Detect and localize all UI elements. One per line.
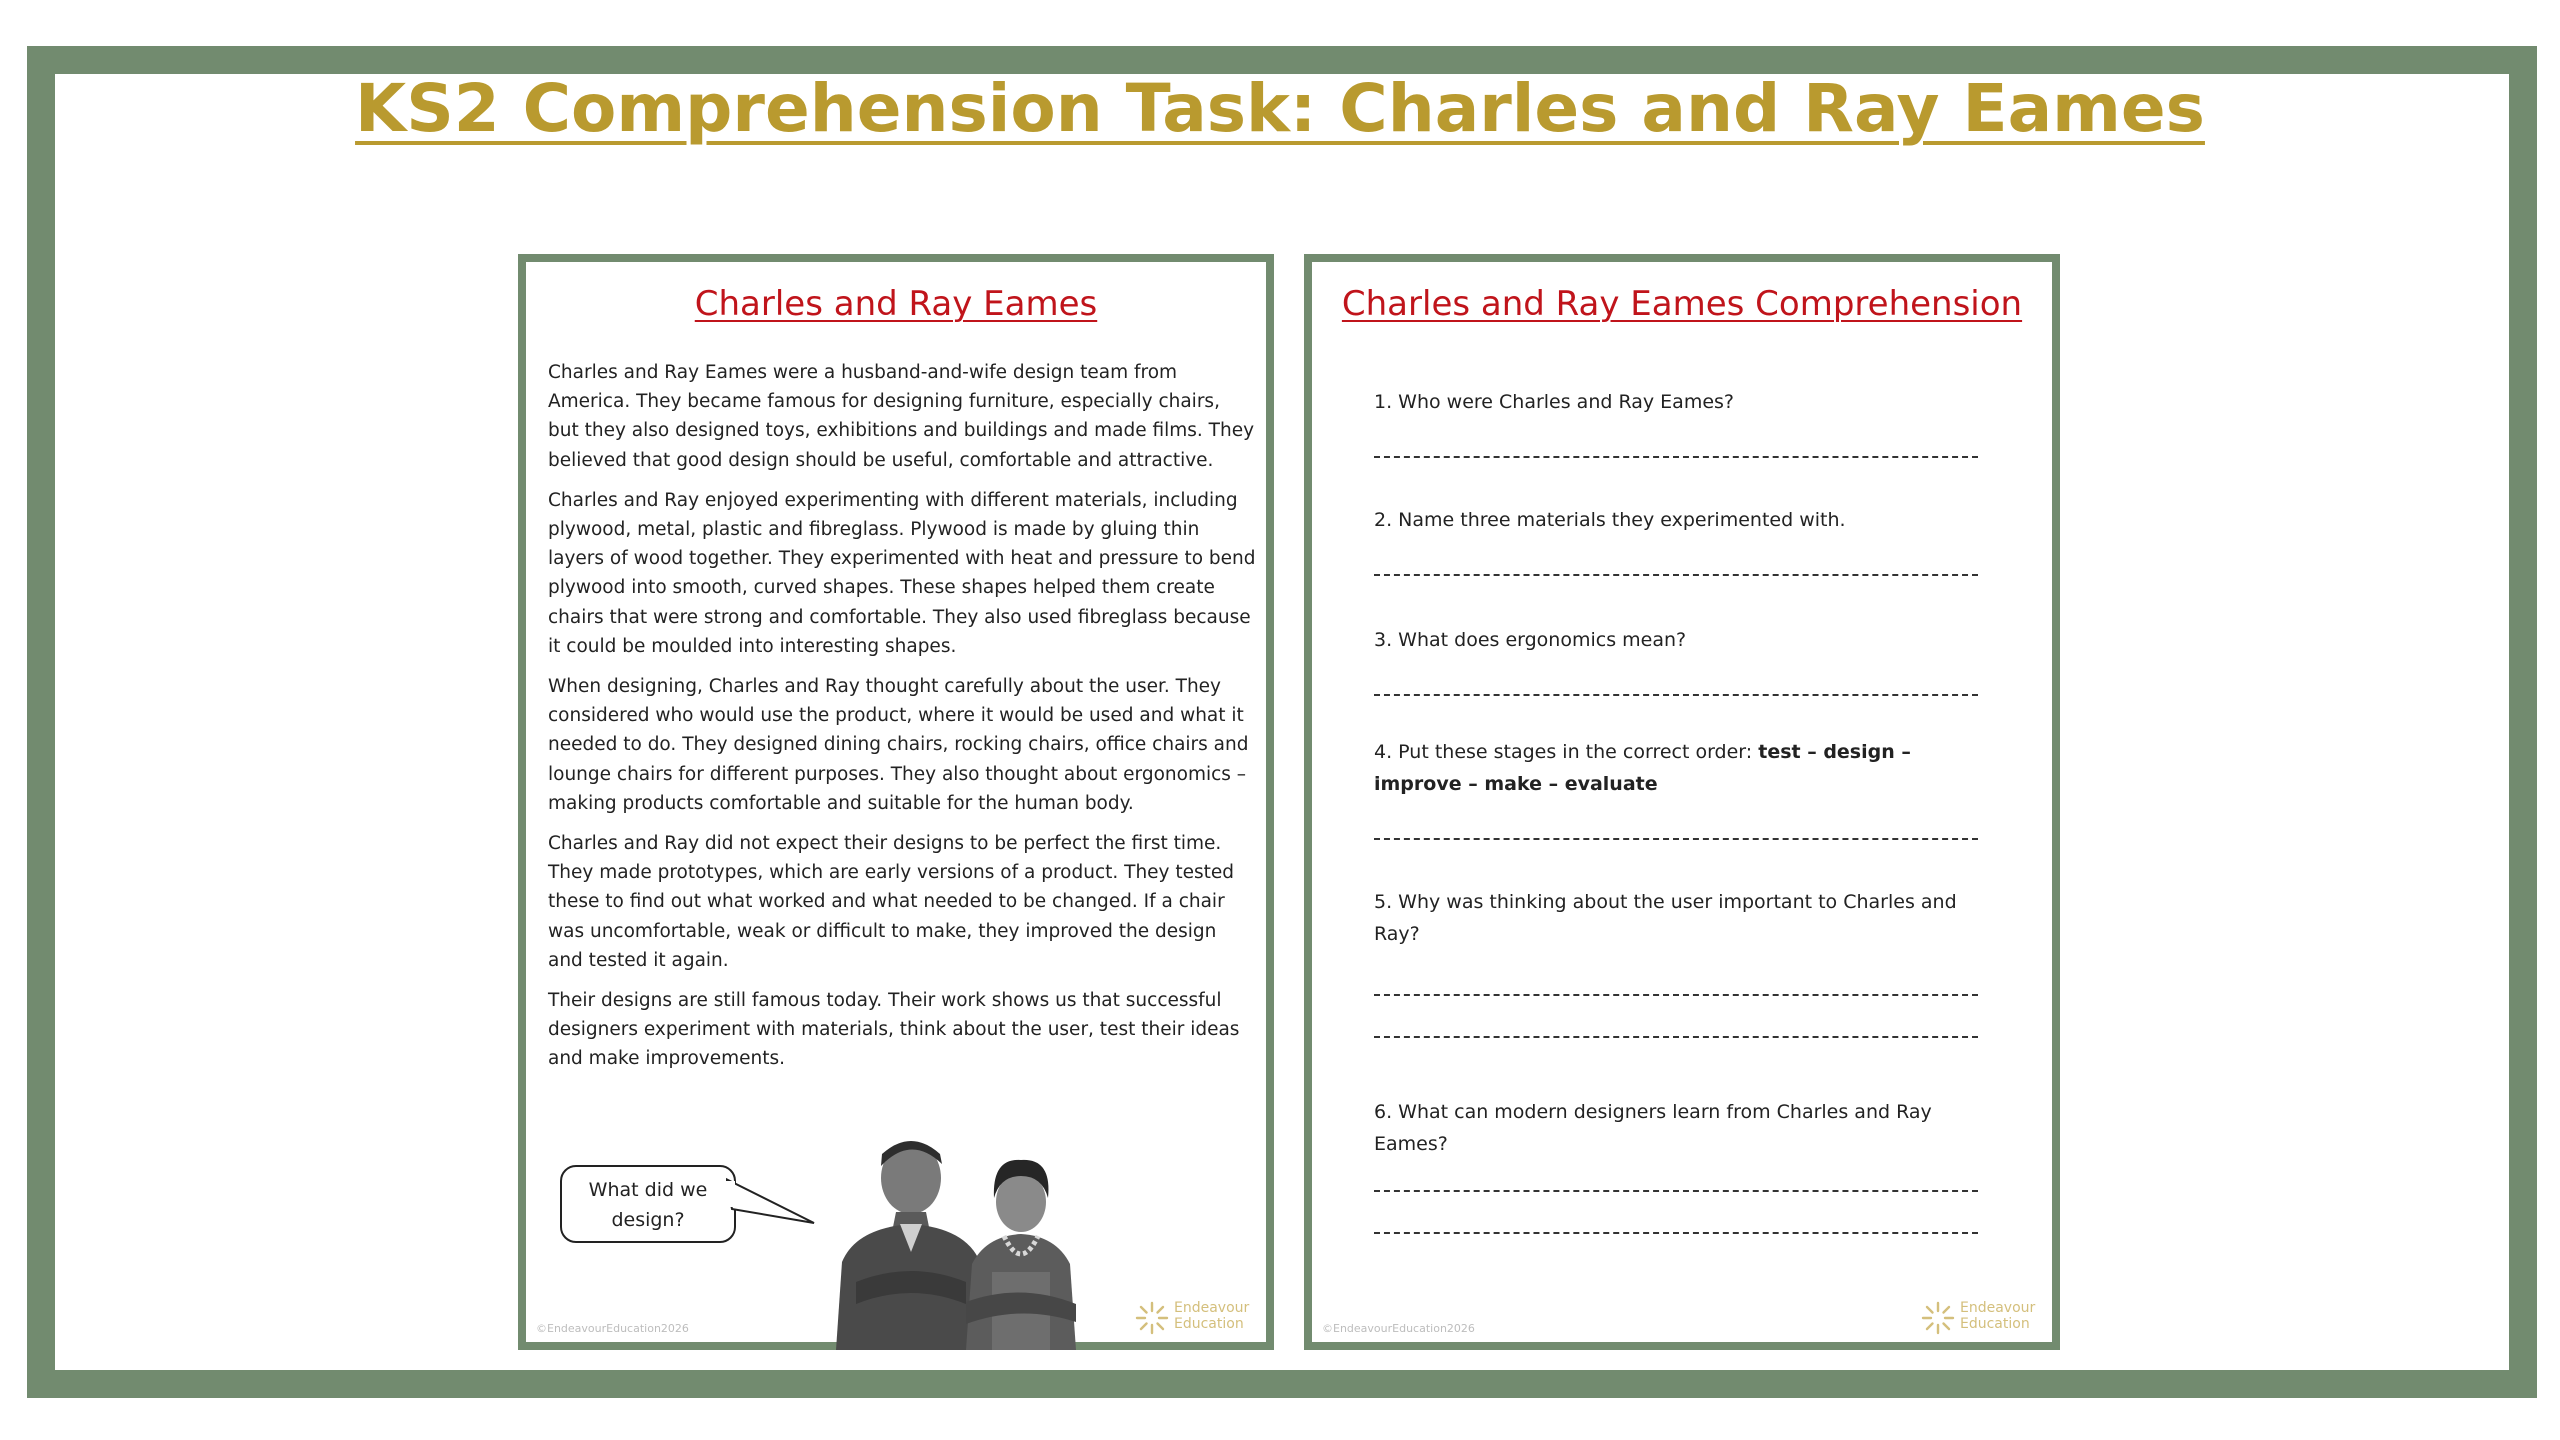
answer-line[interactable] <box>1374 694 1978 696</box>
answer-line[interactable] <box>1374 456 1978 458</box>
copyright-text: ©EndeavourEducation2026 <box>536 1322 689 1335</box>
reading-sheet-title: Charles and Ray Eames <box>694 284 1098 324</box>
answer-line[interactable] <box>1374 994 1978 996</box>
page-title: KS2 Comprehension Task: Charles and Ray Eames <box>355 70 2205 147</box>
logo-line: Education <box>1174 1316 1244 1332</box>
question-item <box>1374 624 2004 656</box>
answer-line[interactable] <box>1374 1232 1978 1234</box>
endeavour-logo <box>1134 1296 1264 1340</box>
logo-text <box>1960 1300 2035 1332</box>
question-text: 5. Why was thinking about the user important to Charles and Ray? <box>1374 891 1957 945</box>
logo-line: Endeavour <box>1960 1300 2036 1316</box>
question-item <box>1374 886 2004 950</box>
question-item <box>1374 736 2004 800</box>
answer-line[interactable] <box>1374 574 1978 576</box>
answer-line[interactable] <box>1374 1190 1978 1192</box>
question-text: 1. Who were Charles and Ray Eames? <box>1374 391 1735 413</box>
passage-paragraph: Charles and Ray did not expect their designs to be perfect the first time. They made prototypes, which are early versions of a product. They tested these to find out what worked and what needed to be changed. If a chair was uncomfortable, weak or difficult to make, they improved the design and tested it again. <box>548 833 1235 971</box>
question-sheet-title: Charles and Ray Eames Comprehension <box>1341 284 2023 324</box>
answer-line[interactable] <box>1374 838 1978 840</box>
speech-bubble-tail <box>726 1167 816 1227</box>
question-text: 6. What can modern designers learn from Charles and Ray Eames? <box>1374 1101 1932 1155</box>
slide-frame <box>27 46 2537 1398</box>
eames-photo <box>816 1132 1116 1350</box>
question-sheet <box>1304 254 2060 1350</box>
sunburst-icon <box>1920 1300 1956 1336</box>
copyright-text: ©EndeavourEducation2026 <box>1322 1322 1475 1335</box>
speech-bubble-line: design? <box>611 1209 685 1231</box>
logo-line: Endeavour <box>1174 1300 1250 1316</box>
question-text: 4. Put these stages in the correct order: <box>1374 741 1759 763</box>
speech-bubble-line: What did we <box>588 1179 708 1201</box>
sunburst-icon <box>1134 1300 1170 1336</box>
logo-line: Education <box>1960 1316 2030 1332</box>
question-item <box>1374 1096 2004 1160</box>
question-order-terms: test – design – improve – make – evaluate <box>1374 741 1911 795</box>
reading-sheet <box>518 254 1274 1350</box>
passage-paragraph: Charles and Ray enjoyed experimenting with different materials, including plywood, metal, plastic and fibreglass. Plywood is made by gluing thin layers of wood together. They experimented with heat and pressure to bend plywood into smooth, curved shapes. These shapes helped them create chairs that were strong and comfortable. They also used fibreglass because it could be moulded into interesting shapes. <box>548 489 1256 657</box>
passage-paragraph: Their designs are still famous today. Their work shows us that successful designers experiment with materials, think about the user, test their ideas and make improvements. <box>548 990 1240 1070</box>
question-item <box>1374 504 2004 536</box>
answer-line[interactable] <box>1374 1036 1978 1038</box>
question-text: 2. Name three materials they experimented with. <box>1374 509 1846 531</box>
speech-bubble <box>560 1165 736 1243</box>
question-text: 3. What does ergonomics mean? <box>1374 629 1687 651</box>
logo-text <box>1174 1300 1249 1332</box>
passage-paragraph: Charles and Ray Eames were a husband-and-wife design team from America. They became famous for designing furniture, especially chairs, but they also designed toys, exhibitions and buildings and made films. They believed that good design should be useful, comfortable and attractive. <box>548 362 1255 471</box>
endeavour-logo <box>1920 1296 2050 1340</box>
reading-passage <box>548 358 1256 1085</box>
question-item <box>1374 386 2004 418</box>
passage-paragraph: When designing, Charles and Ray thought carefully about the user. They considered who would use the product, where it would be used and what it needed to do. They designed dining chairs, rocking chairs, office chairs and lounge chairs for different purposes. They also thought about ergonomics – making products comfortable and suitable for the human body. <box>548 676 1249 814</box>
